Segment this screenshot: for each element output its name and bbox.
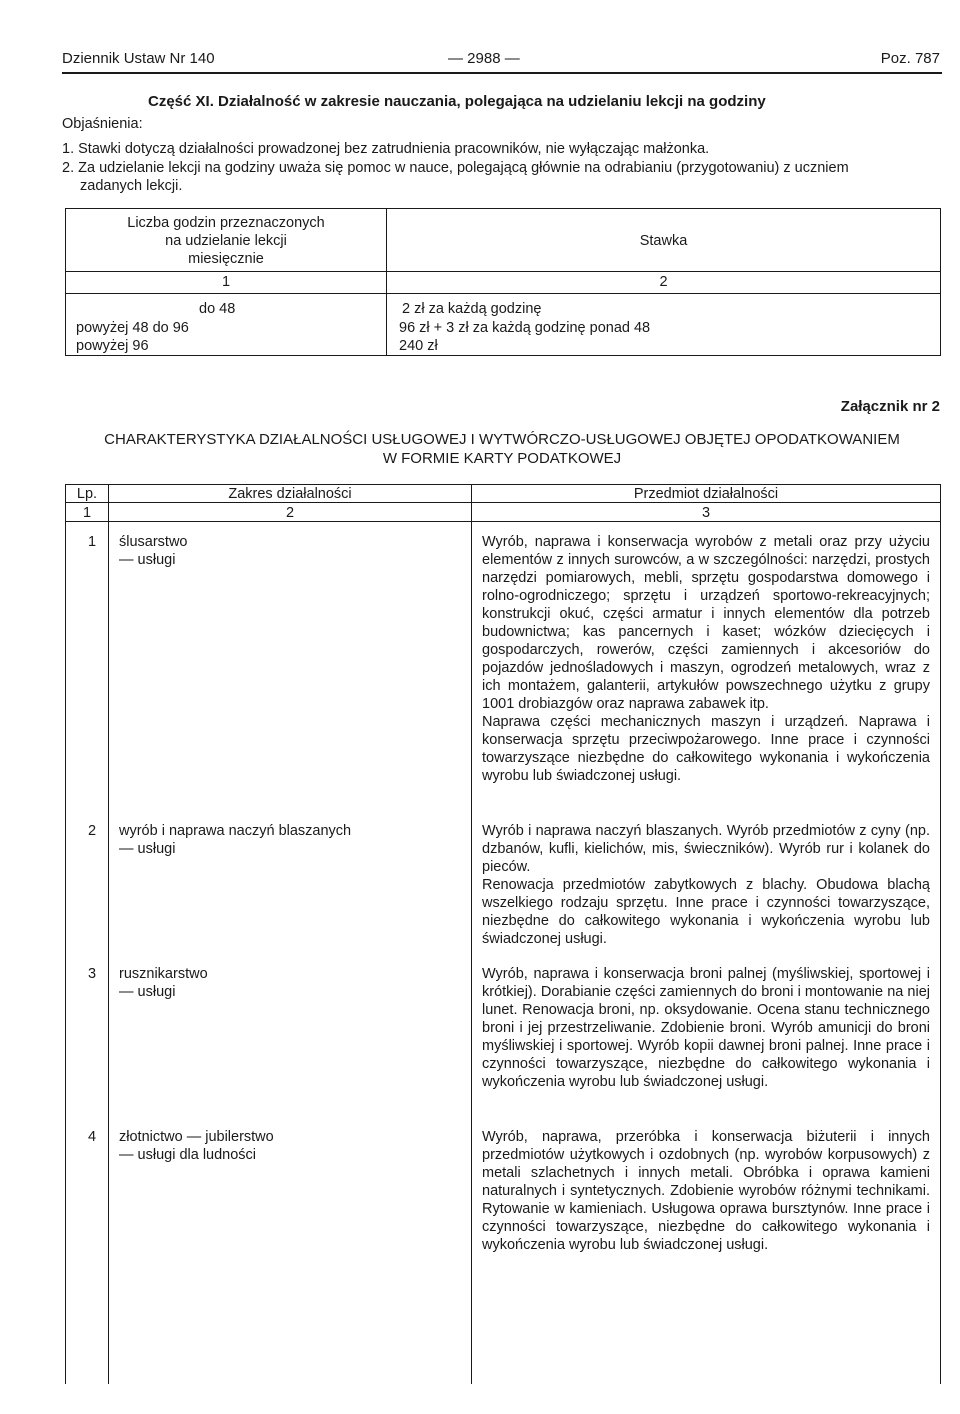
journal-title: Dziennik Ustaw Nr 140 — [62, 50, 215, 67]
annex-title-line-1: CHARAKTERYSTYKA DZIAŁALNOŚCI USŁUGOWEJ I WYTWÓRCZO-USŁUGOWEJ OBJĘTEJ OPODATKOWANIEM — [104, 431, 900, 448]
scope-line: — usługi dla ludności — [119, 1147, 257, 1163]
rates-table — [65, 208, 941, 356]
rates-col2-header: Stawka — [639, 233, 688, 249]
scope-line: rusznikarstwo — [119, 966, 208, 982]
row-subject — [482, 822, 930, 948]
row-subject — [482, 965, 930, 1091]
header-rule — [62, 72, 942, 74]
row-scope — [119, 965, 464, 1001]
num-c2: 2 — [285, 505, 295, 521]
header-lp: Lp. — [76, 486, 98, 502]
row-lp: 4 — [88, 1129, 97, 1145]
scope-line: wyrób i naprawa naczyń blaszanych — [119, 823, 352, 839]
note-1: 1. Stawki dotyczą działalności prowadzonej bez zatrudnienia pracowników, nie wyłączając małżonka. — [62, 141, 710, 157]
rates-col1-header-line: miesięcznie — [188, 251, 264, 267]
rates-row-rate: 96 zł + 3 zł za każdą godzinę ponad 48 — [399, 320, 651, 336]
num-c1: 1 — [82, 505, 92, 521]
scope-line: — usługi — [119, 552, 176, 568]
header-subject: Przedmiot działalności — [633, 486, 779, 502]
rates-table-header-rule — [66, 271, 940, 272]
activity-col-divider — [108, 485, 109, 1384]
rates-row-hours: do 48 — [199, 301, 236, 317]
row-scope — [119, 533, 464, 569]
annex-label: Załącznik nr 2 — [840, 398, 940, 415]
rates-col2-num: 2 — [659, 274, 668, 290]
annex-title-line-2: W FORMIE KARTY PODATKOWEJ — [382, 450, 622, 467]
rates-col1-header-line: Liczba godzin przeznaczonych — [127, 215, 325, 231]
row-subject — [482, 1128, 930, 1254]
explanations-label: Objaśnienia: — [62, 116, 143, 132]
rates-col1-header — [66, 214, 386, 268]
rates-col1-num: 1 — [221, 274, 231, 290]
subject-paragraph: Renowacja przedmiotów zabytkowych z blachy. Obudowa blachą wszelkiego rodzaju sprzętu. Inne prace i czynności towarzyszące, niezbędne do całkowitego wykonania i wykończenia wyrobu lub świadczonej usługi. — [482, 877, 930, 947]
activity-col-divider — [471, 485, 472, 1384]
rates-row-rate: 240 zł — [399, 338, 438, 354]
scope-line: — usługi — [119, 841, 176, 857]
subject-paragraph: Wyrób, naprawa i konserwacja wyrobów z metali oraz przy użyciu elementów z innych surowców, a w szczególności: narzędzi, prostych narzędzi pomiarowych, mebli, sprzętu gospodarstwa domowego i rolno-ogrodniczego; sprzętu i urządzeń sportowo-rekreacyjnych; konstrukcji okuć, części armatur i innych elementów dla potrzeb budownictwa; kas pancernych i kaset; wózków dziecięcych i gospodarczych, rowerów, części zamiennych i akcesoriów do pojazdów jednośladowych i maszyn, ogrodzeń metalowych, wraz z ich montażem, galanterii, artykułów powszechnego użytku z grupy 1001 drobiazgów oraz naprawa zabawek itp. — [482, 534, 930, 712]
subject-paragraph: Naprawa części mechanicznych maszyn i urządzeń. Naprawa i konserwacja sprzętu przeciwpożarowego. Inne prace i czynności towarzyszące niezbędne do całkowitego wykonania i wykończenia wyrobu lub świadczonej usługi. — [482, 714, 930, 784]
row-scope — [119, 822, 464, 858]
rates-col1-header-line: na udzielanie lekcji — [165, 233, 287, 249]
note-2-line-2: zadanych lekcji. — [80, 178, 183, 194]
row-lp: 1 — [88, 534, 97, 550]
subject-paragraph: Wyrób, naprawa i konserwacja broni palnej (myśliwskiej, sportowej i krótkiej). Dorabianie części zamiennych do broni i montowanie na niej lunet. Renowacja broni, np. oksydowanie. Ocena stanu technicznego broni i jej przestrzeliwanie. Zdobienie broni. Wyrób amunicji do broni myśliwskiej i sportowej. Wyrób kopii dawnej broni palnej. Inne prace i czynności towarzyszące, niezbędne do całkowitego wykonania i wykończenia wyrobu lub świadczonej usługi. — [482, 966, 930, 1090]
rates-row-hours: powyżej 96 — [76, 338, 149, 354]
scope-line: złotnictwo — jubilerstwo — [119, 1129, 274, 1145]
row-scope — [119, 1128, 464, 1164]
row-lp: 3 — [88, 966, 97, 982]
row-subject — [482, 533, 930, 785]
subject-paragraph: Wyrób i naprawa naczyń blaszanych. Wyrób przedmiotów z cyny (np. dzbanów, kufli, kielichów, mis, świeczników). Wyrób rur i kolanek do pieców. — [482, 823, 930, 875]
subject-paragraph: Wyrób, naprawa, przeróbka i konserwacja biżuterii i innych przedmiotów użytkowych i ozdobnych (np. wyrobów korpusowych) z metali szlachetnych i innych metali. Obróbka i oprawa kamieni naturalnych i syntetycznych. Zdobienie wyrobów różnymi technikami. Rytowanie w kamieniach. Usługowa oprawa bursztynów. Inne prace i czynności towarzyszące, niezbędne do całkowitego wykonania i wykończenia wyrobu lub świadczonej usługi. — [482, 1129, 930, 1253]
position-number: Poz. 787 — [880, 50, 940, 67]
header-scope: Zakres działalności — [228, 486, 352, 502]
section-title: Część XI. Działalność w zakresie nauczania, polegająca na udzielaniu lekcji na godziny — [148, 93, 766, 110]
page-number: — 2988 — — [448, 50, 520, 67]
num-c3: 3 — [701, 505, 711, 521]
note-2-line-1: 2. Za udzielanie lekcji na godziny uważa się pomoc w nauce, polegającą głównie na odrabianiu (przygotowaniu) z uczniem — [62, 160, 849, 176]
scope-line: ślusarstwo — [119, 534, 188, 550]
rates-row-hours: powyżej 48 do 96 — [76, 320, 189, 336]
scope-line: — usługi — [119, 984, 176, 1000]
rates-table-num-rule — [66, 293, 940, 294]
rates-row-rate: 2 zł za każdą godzinę — [402, 301, 542, 317]
row-lp: 2 — [88, 823, 97, 839]
activity-table — [65, 484, 941, 1384]
